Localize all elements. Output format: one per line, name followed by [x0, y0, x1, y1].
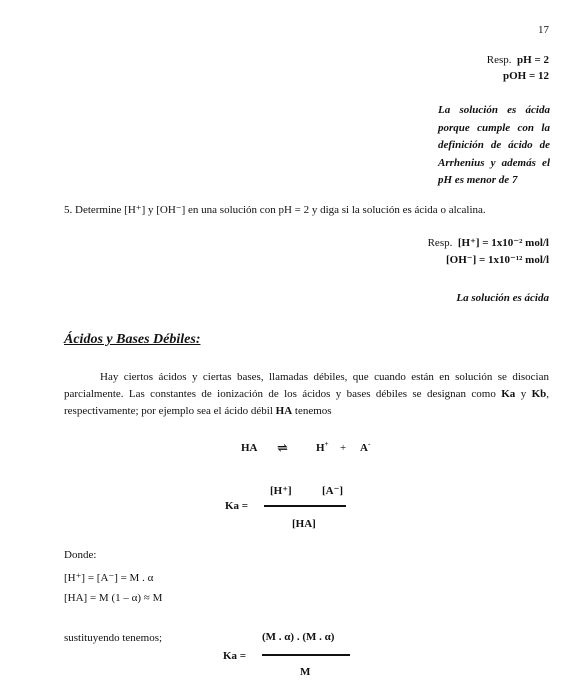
ha-term: HA — [275, 405, 293, 417]
ka1-denominator: [HA] — [292, 518, 316, 530]
equilibrium-product-h: H+ — [316, 440, 329, 454]
ka1-numerator-a: [A⁻] — [322, 485, 344, 497]
conclusion-text: La solución es ácida — [456, 292, 549, 304]
poh-value: pOH = 12 — [503, 70, 549, 82]
acid-explanation: La solución es ácida porque cumple con la definición de ácido de Arrhenius y además el pH es menor de 7 — [438, 104, 550, 186]
answer-block-ph — [487, 52, 549, 84]
answer-block-concentrations — [428, 235, 549, 269]
h-equals-line: [H⁺] = [A⁻] = M . α — [64, 572, 154, 584]
fraction-bar-2 — [262, 654, 350, 656]
oh-concentration: [OH⁻] = 1x10⁻¹² mol/l — [446, 254, 549, 266]
ka1-numerator-h: [H⁺] — [270, 485, 292, 497]
ka-label-1: Ka = — [225, 500, 249, 512]
h-concentration: [H⁺] = 1x10⁻² mol/l — [457, 237, 549, 249]
ka-term: Ka — [501, 388, 516, 400]
para-part3: tenemos — [292, 405, 332, 417]
resp-label: Resp. — [486, 54, 512, 66]
para-part1: Hay ciertos ácidos y ciertas bases, llamadas débiles, que cuando están en solución se disocian parcialmente. Las constantes de ionización de los ácidos y bases débiles se designan como — [64, 371, 549, 400]
resp-label-2: Resp. — [427, 237, 453, 249]
kb-term: Kb — [531, 388, 547, 400]
equilibrium-plus: + — [340, 442, 347, 454]
ka2-denominator: M — [300, 666, 311, 678]
intro-paragraph — [64, 369, 549, 420]
question-5: 5. Determine [H⁺] y [OH⁻] en una solución con pH = 2 y diga si la solución es ácida o alcalina. — [64, 204, 486, 216]
page-number: 17 — [538, 24, 549, 36]
ph-value: pH = 2 — [517, 54, 549, 66]
donde-label: Donde: — [64, 549, 97, 561]
para-part2: , respectivamente; por ejemplo sea el ácido débil — [64, 388, 550, 417]
section-heading: Ácidos y Bases Débiles: — [64, 332, 201, 347]
ha-approx-line: [HA] = M (1 – α) ≈ M — [64, 592, 163, 604]
para-y: y — [515, 388, 532, 400]
equilibrium-reactant: HA — [241, 442, 258, 454]
fraction-bar-1 — [264, 505, 346, 507]
equilibrium-product-a: A- — [360, 440, 371, 454]
substitution-text: sustituyendo tenemos; — [64, 632, 163, 644]
ka-label-2: Ka = — [223, 650, 247, 662]
ka2-numerator: (M . α) . (M . α) — [262, 631, 335, 643]
equilibrium-arrow: ⇌ — [277, 440, 288, 455]
